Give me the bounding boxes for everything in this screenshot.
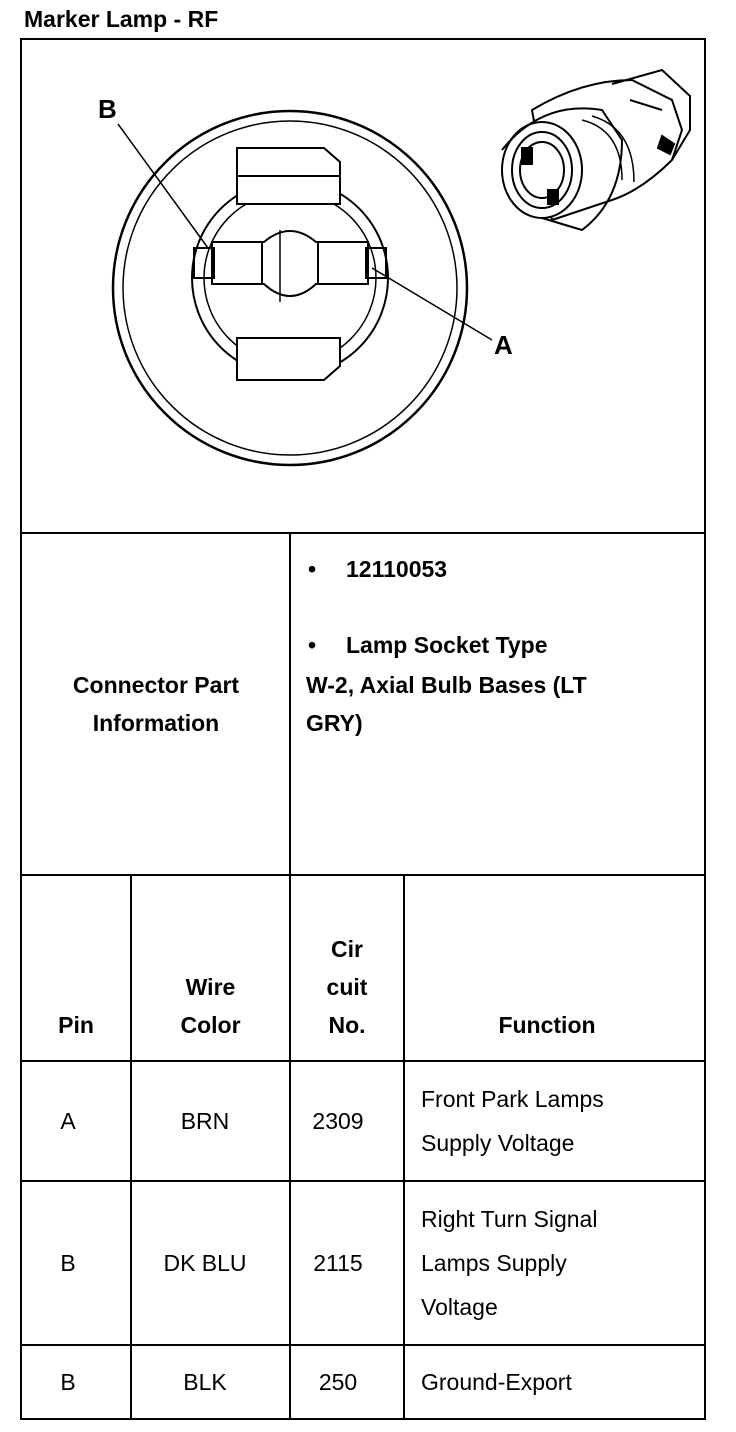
row-1-circuit: 2309 — [312, 1108, 364, 1134]
connector-part-label-line1: Connector Part — [72, 672, 240, 698]
header-function: Function — [498, 1012, 596, 1038]
page-title: Marker Lamp - RF — [24, 6, 219, 32]
header-wire-line1: Wire — [185, 974, 236, 1000]
row-1-function-line1: Front Park Lamps — [421, 1086, 604, 1112]
row-3-pin: B — [60, 1369, 76, 1395]
row-2-circuit: 2115 — [313, 1250, 363, 1276]
row-2-function-line1: Right Turn Signal — [421, 1206, 598, 1232]
row-2-wire: DK BLU — [163, 1250, 247, 1276]
part-number: 12110053 — [346, 556, 448, 582]
part-number-item — [292, 550, 692, 588]
connector-part-info-label — [22, 534, 290, 874]
header-circuit-line2: cuit — [326, 974, 368, 1000]
row-2-function — [405, 1182, 703, 1344]
socket-type-line3: GRY) — [306, 710, 363, 736]
header-wire-color — [132, 968, 289, 1044]
row-1-wire: BRN — [180, 1108, 230, 1134]
socket-type-line2: W-2, Axial Bulb Bases (LT — [306, 672, 587, 698]
socket-type-item — [292, 626, 692, 664]
row-2-function-line2: Lamps Supply — [421, 1250, 567, 1276]
row-1-pin: A — [60, 1108, 76, 1134]
callout-b-label: B — [98, 94, 117, 124]
row-3-wire: BLK — [183, 1369, 227, 1395]
bullet-marker: • — [308, 632, 317, 658]
bullet-marker: • — [308, 556, 317, 582]
row-3-circuit: 250 — [318, 1369, 358, 1395]
row-3-function — [405, 1346, 703, 1418]
socket-type-line1: Lamp Socket Type — [346, 632, 548, 658]
header-circuit-line3: No. — [328, 1012, 366, 1038]
divider-info — [20, 874, 706, 876]
callout-a-label: A — [494, 330, 513, 360]
row-1-function — [405, 1062, 703, 1180]
header-pin: Pin — [58, 1012, 94, 1038]
socket-face-drawing — [22, 40, 704, 532]
row-2-function-line3: Voltage — [421, 1294, 498, 1320]
header-circuit-line1: Cir — [331, 936, 363, 962]
connector-diagram — [22, 40, 704, 532]
row-3-function-line1: Ground-Export — [421, 1369, 572, 1395]
header-circuit-no — [291, 930, 403, 1044]
header-wire-line2: Color — [180, 1012, 241, 1038]
connector-part-label-line2: Information — [92, 710, 220, 736]
row-1-function-line2: Supply Voltage — [421, 1130, 575, 1156]
connector-part-info-value — [292, 534, 702, 874]
row-2-pin: B — [60, 1250, 76, 1276]
